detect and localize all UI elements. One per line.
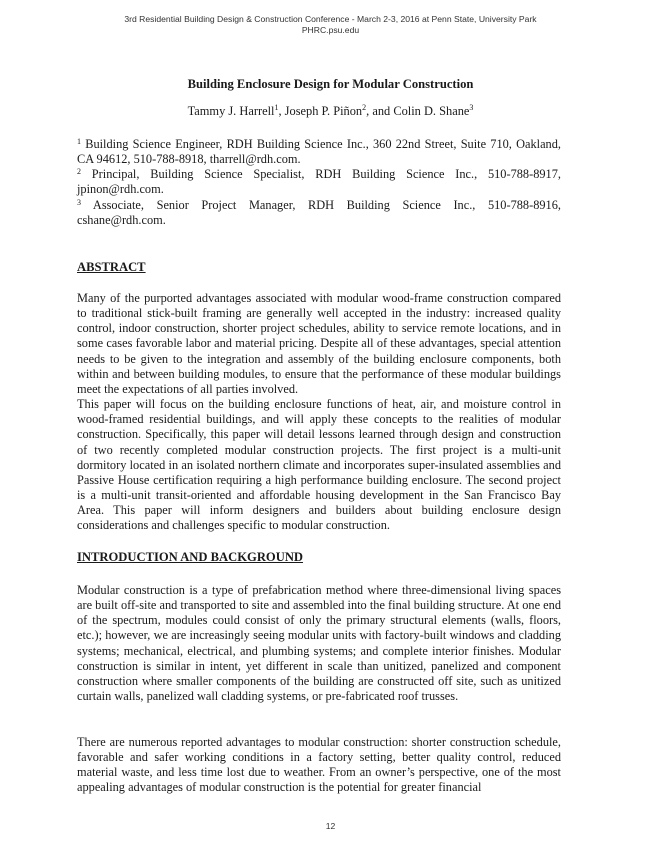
affiliations: [77, 137, 561, 228]
abstract-body: [77, 291, 561, 534]
affiliation-item: [77, 137, 561, 167]
author-name: Colin D. Shane: [393, 104, 470, 118]
affiliation-text: Principal, Building Science Specialist, RDH Building Science Inc., 510-788-8917, jpinon@rdh.com.: [77, 167, 561, 197]
author-affiliation-mark: 3: [469, 103, 474, 112]
affiliation-mark: 1: [77, 137, 81, 146]
affiliation-text: Associate, Senior Project Manager, RDH Building Science Inc., 510-788-8916, cshane@rdh.com.: [77, 197, 561, 227]
affiliation-mark: 3: [77, 197, 81, 207]
introduction-heading: INTRODUCTION AND BACKGROUND: [77, 550, 304, 564]
introduction-paragraph-2: There are numerous reported advantages to modular construction: shorter construction schedule, favorable and safer working conditions in a factory setting, better quality control, reduced material waste, and less time lost due to weather. From an owner’s perspective, one of the most appealing advantages of modular construction is the potential for greater financial: [77, 735, 561, 795]
introduction-paragraph-1: Modular construction is a type of prefabrication method where three-dimensional living spaces are built off-site and transported to site and assembled into the final building structure. At one end of the spectrum, modules could consist of only the primary structural elements (walls, floors, etc.); however, we are increasingly seeing modular units with factory-built windows and cladding systems; mechanical, electrical, and plumbing systems; and complete interior finishes. Modular construction is similar in intent, yet different in scale than unitized, panelized and component construction where smaller components of the building are constructed off site, such as unitized curtain walls, panelized wall cladding systems, or pre-fabricated roof trusses.: [77, 583, 561, 704]
author-affiliation-mark: 1: [274, 103, 279, 112]
page-number: 12: [325, 821, 336, 831]
abstract-paragraph-1: Many of the purported advantages associated with modular wood-frame construction compared to traditional stick-built framing are generally well accepted in the industry: increased quality control, indoor construction, shorter project schedules, ability to service remote locations, and in some cases favorable labor and material pricing. Despite all of these advantages, special attention needs to be given to the integration and assembly of the building enclosure components, both within and between building modules, to ensure that the performance of these modular buildings meet the expectations of all parties involved.: [77, 291, 561, 396]
affiliation-text: Building Science Engineer, RDH Building Science Inc., 360 22nd Street, Suite 710, Oakland, CA 94612, 510-788-8918, tharrell@rdh.com.: [77, 137, 561, 167]
author-separator: , and: [366, 104, 394, 118]
abstract-paragraph-2: This paper will focus on the building enclosure functions of heat, air, and moisture control in wood-framed residential buildings, and will apply these concepts to the realities of modular construction. Specifically, this paper will detail lessons learned through design and construction of two recently completed modular construction projects. The first project is a multi-unit dormitory located in an isolated northern climate and incorporates super-insulated assemblies and Passive House certification requiring a high performance building enclosure. The second project is a multi-unit transit-oriented and affordable housing development in the San Francisco Bay Area. This paper will inform designers and builders about building enclosure design considerations and challenges specific to modular construction.: [77, 397, 561, 533]
affiliation-mark: 2: [77, 167, 81, 177]
author-name: Tammy J. Harrell: [187, 104, 275, 118]
author-affiliation-mark: 2: [362, 103, 367, 112]
paper-title: Building Enclosure Design for Modular Construction: [187, 77, 474, 91]
conference-header: [0, 14, 661, 36]
author-list: [0, 104, 661, 119]
affiliation-item: [77, 167, 561, 197]
affiliation-item: [77, 198, 561, 228]
conference-header-line2: PHRC.psu.edu: [301, 25, 360, 35]
author-separator: ,: [278, 104, 285, 118]
abstract-heading: ABSTRACT: [77, 260, 146, 274]
author-name: Joseph P. Piñon: [284, 104, 363, 118]
conference-header-line1: 3rd Residential Building Design & Construction Conference - March 2-3, 2016 at Penn State, University Park: [124, 14, 537, 24]
